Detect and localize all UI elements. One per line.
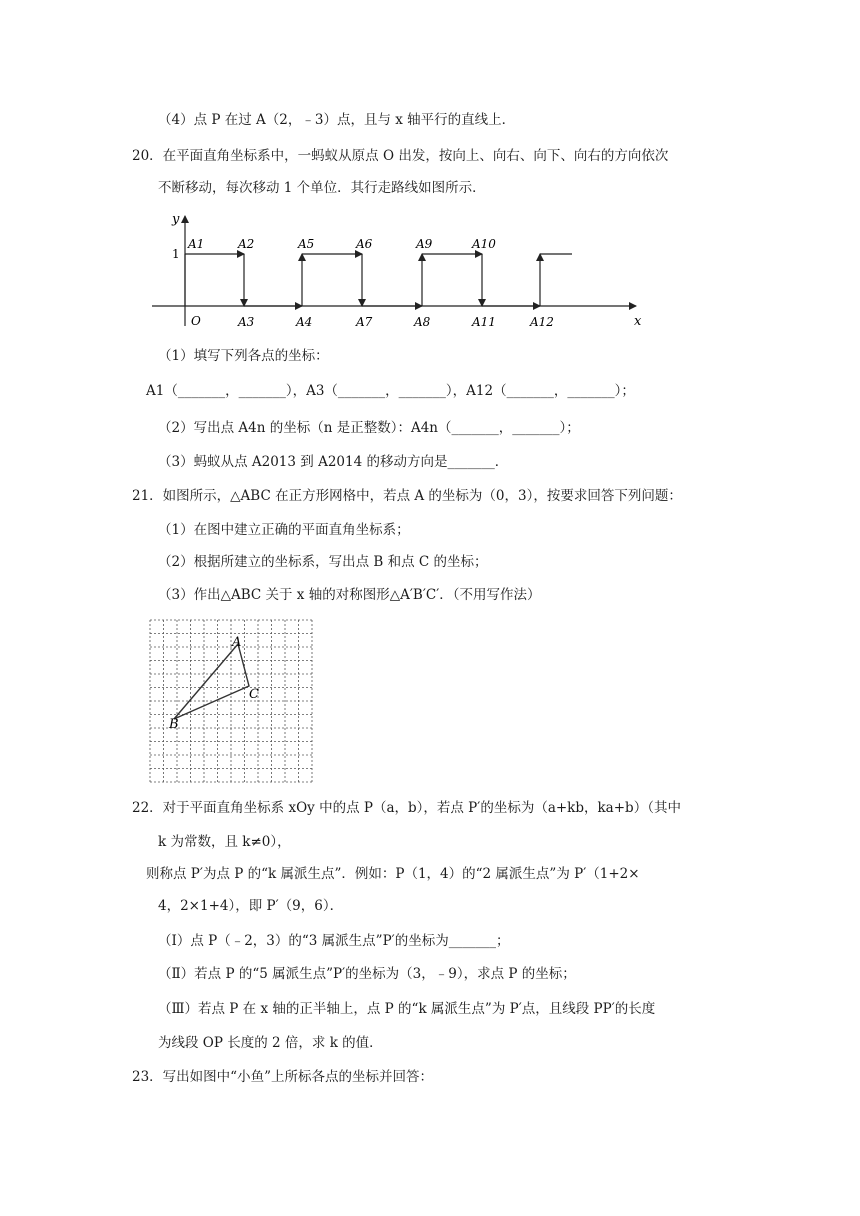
q21-grid-figure — [148, 618, 316, 784]
q20-sub1: （1）填写下列各点的坐标： — [158, 348, 329, 364]
q21-sub2: （2）根据所建立的坐标系，写出点 B 和点 C 的坐标； — [158, 554, 488, 570]
q20-stem-line1: 20．在平面直角坐标系中，一蚂蚁从原点 O 出发，按向上、向右、向下、向右的方向依次 — [132, 148, 669, 164]
q22-stem-line4: 4，2×1+4），即 P′（9，6）． — [158, 898, 344, 914]
q21-stem: 21．如图所示，△ABC 在正方形网格中，若点 A 的坐标为（0，3），按要求回答下列问题： — [132, 488, 682, 504]
q20-stem-line2: 不断移动，每次移动 1 个单位．其行走路线如图所示． — [158, 180, 486, 196]
label-A10: A10 — [472, 237, 496, 251]
q22-sub3-line2: 为线段 OP 长度的 2 倍，求 k 的值． — [158, 1035, 383, 1051]
origin-label: O — [191, 314, 201, 328]
label-A1: A1 — [188, 237, 205, 251]
label-A: A — [232, 635, 242, 650]
q21-sub1: （1）在图中建立正确的平面直角坐标系； — [158, 522, 410, 538]
label-A4: A4 — [296, 315, 313, 329]
label-B: B — [169, 717, 179, 732]
q19-item4: （4）点 P 在过 A（2，﹣3）点，且与 x 轴平行的直线上． — [158, 112, 516, 128]
label-A2: A2 — [238, 237, 255, 251]
q22-stem-line3: 则称点 P′为点 P 的“k 属派生点”．例如：P（1，4）的“2 属派生点”为 P′（1+2× — [146, 866, 640, 882]
q22-sub2: （Ⅱ）若点 P 的“5 属派生点”P′的坐标为（3，﹣9），求点 P 的坐标； — [158, 966, 576, 982]
tick-1-label: 1 — [172, 247, 180, 261]
q22-stem-line2: k 为常数，且 k≠0）， — [158, 834, 291, 850]
label-A8: A8 — [414, 315, 431, 329]
q22-stem-line1: 22．对于平面直角坐标系 xOy 中的点 P（a，b），若点 P′的坐标为（a+kb，ka+b）（其中 — [132, 800, 681, 816]
triangle-ABC — [174, 644, 249, 719]
q20-sub1-blanks: A1（_______，_______），A3（_______，_______），A12（_______，_______）； — [146, 383, 635, 399]
q22-sub3-line1: （Ⅲ）若点 P 在 x 轴的正半轴上，点 P 的“k 属派生点”为 P′点，且线段 PP′的长度 — [158, 1001, 656, 1017]
label-A12: A12 — [530, 315, 554, 329]
label-A6: A6 — [356, 237, 373, 251]
x-axis-label: x — [634, 314, 642, 329]
label-A3: A3 — [238, 315, 255, 329]
y-axis-label: y — [172, 212, 180, 227]
ant-path — [185, 254, 572, 306]
q20-sub2: （2）写出点 A4n 的坐标（n 是正整数）：A4n（_______，_______）； — [158, 420, 580, 436]
q23-stem: 23．写出如图中“小鱼”上所标各点的坐标并回答： — [132, 1069, 433, 1085]
q22-sub1: （Ⅰ）点 P（﹣2，3）的“3 属派生点”P′的坐标为_______； — [158, 933, 510, 949]
label-C: C — [249, 687, 259, 702]
q21-sub3: （3）作出△ABC 关于 x 轴的对称图形△A′B′C′．（不用写作法） — [158, 587, 541, 603]
label-A11: A11 — [472, 315, 496, 329]
label-A9: A9 — [416, 237, 433, 251]
q20-ant-path-figure — [148, 208, 648, 336]
q20-sub3: （3）蚂蚁从点 A2013 到 A2014 的移动方向是_______． — [158, 454, 509, 470]
label-A7: A7 — [356, 315, 373, 329]
label-A5: A5 — [298, 237, 315, 251]
